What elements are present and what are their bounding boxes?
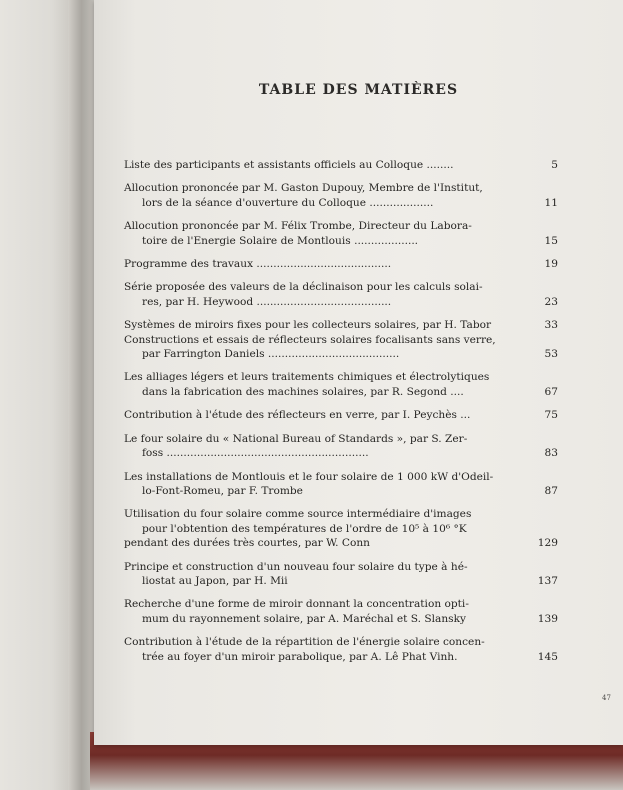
toc-line: lo-Font-Romeu, par F. Trombe: [142, 484, 303, 497]
toc-entry: [124, 432, 556, 461]
toc-page-number: 19: [544, 258, 558, 271]
toc-entry: [124, 318, 556, 332]
toc-page-number: 75: [544, 409, 558, 422]
toc-line: mum du rayonnement solaire, par A. Maréchal et S. Slansky: [142, 612, 467, 625]
toc-line: pour l'obtention des températures de l'ordre de 10⁵ à 10⁶ °K: [142, 522, 467, 535]
toc-line: Constructions et essais de réflecteurs solaires focalisants sans verre,: [124, 333, 496, 346]
book-page: [94, 0, 623, 745]
toc-line: liostat au Japon, par H. Mii: [142, 574, 288, 587]
toc-line: Série proposée des valeurs de la déclinaison pour les calculs solai-: [124, 281, 483, 294]
toc-entry: [124, 560, 556, 589]
toc-line: Systèmes de miroirs fixes pour les collecteurs solaires, par H. Tabor: [124, 319, 492, 332]
toc-line: Contribution à l'étude de la répartition de l'énergie solaire concen-: [124, 636, 485, 649]
toc-line: Allocution prononcée par M. Gaston Dupouy, Membre de l'Institut,: [124, 182, 483, 195]
toc-line: dans la fabrication des machines solaires, par R. Segond ....: [142, 385, 464, 398]
toc-entry: [124, 507, 556, 550]
toc-line: Les installations de Montlouis et le four solaire de 1 000 kW d'Odeil-: [124, 470, 494, 483]
toc-line: Allocution prononcée par M. Félix Trombe, Directeur du Labora-: [124, 220, 472, 233]
toc-line: foss ............................................................: [142, 447, 369, 460]
toc-line: par Farrington Daniels .......................................: [142, 348, 400, 361]
toc-page-number: 11: [544, 196, 558, 209]
toc-page-number: 67: [544, 385, 558, 398]
toc-line: Programme des travaux ........................................: [124, 258, 392, 271]
toc-line: lors de la séance d'ouverture du Colloque ...................: [142, 196, 434, 209]
toc-entry: [124, 333, 556, 362]
toc-line: Les alliages légers et leurs traitements chimiques et électrolytiques: [124, 371, 490, 384]
toc-line: Utilisation du four solaire comme source intermédiaire d'images: [124, 508, 472, 521]
folio-number: 47: [602, 694, 611, 702]
toc-entry: [124, 408, 556, 422]
toc-line: toire de l'Energie Solaire de Montlouis ...................: [142, 234, 419, 247]
toc-entry: [124, 635, 556, 664]
toc-line: pendant des durées très courtes, par W. Conn: [124, 537, 371, 550]
toc-entry: [124, 370, 556, 399]
table-of-contents: [124, 158, 556, 673]
toc-page-number: 129: [537, 537, 558, 550]
toc-entry: [124, 158, 556, 172]
toc-entry: [124, 597, 556, 626]
toc-entry: [124, 219, 556, 248]
toc-line: Liste des participants et assistants officiels au Colloque ........: [124, 159, 454, 171]
page-title: TABLE DES MATIÈRES: [258, 82, 459, 98]
toc-line: Principe et construction d'un nouveau four solaire du type à hé-: [124, 560, 468, 573]
toc-page-number: 137: [537, 574, 558, 587]
toc-page-number: 87: [544, 484, 558, 497]
toc-entry: [124, 257, 556, 271]
toc-line: res, par H. Heywood ........................................: [142, 295, 392, 308]
toc-page-number: 53: [544, 348, 558, 361]
toc-page-number: 5: [551, 159, 558, 171]
toc-entry: [124, 470, 556, 499]
toc-page-number: 33: [544, 319, 558, 332]
toc-page-number: 139: [537, 612, 558, 625]
toc-line: Recherche d'une forme de miroir donnant la concentration opti-: [124, 598, 469, 611]
toc-page-number: 23: [544, 295, 558, 308]
toc-page-number: 15: [544, 234, 558, 247]
toc-entry: [124, 181, 556, 210]
toc-page-number: 145: [537, 650, 558, 663]
toc-page-number: 83: [544, 447, 558, 460]
left-page: [0, 0, 74, 790]
toc-line: Le four solaire du « National Bureau of Standards », par S. Zer-: [124, 432, 468, 445]
toc-line: trée au foyer d'un miroir parabolique, par A. Lê Phat Vinh.: [142, 650, 458, 663]
toc-entry: [124, 280, 556, 309]
toc-line: Contribution à l'étude des réflecteurs en verre, par I. Peychès ...: [124, 409, 471, 422]
